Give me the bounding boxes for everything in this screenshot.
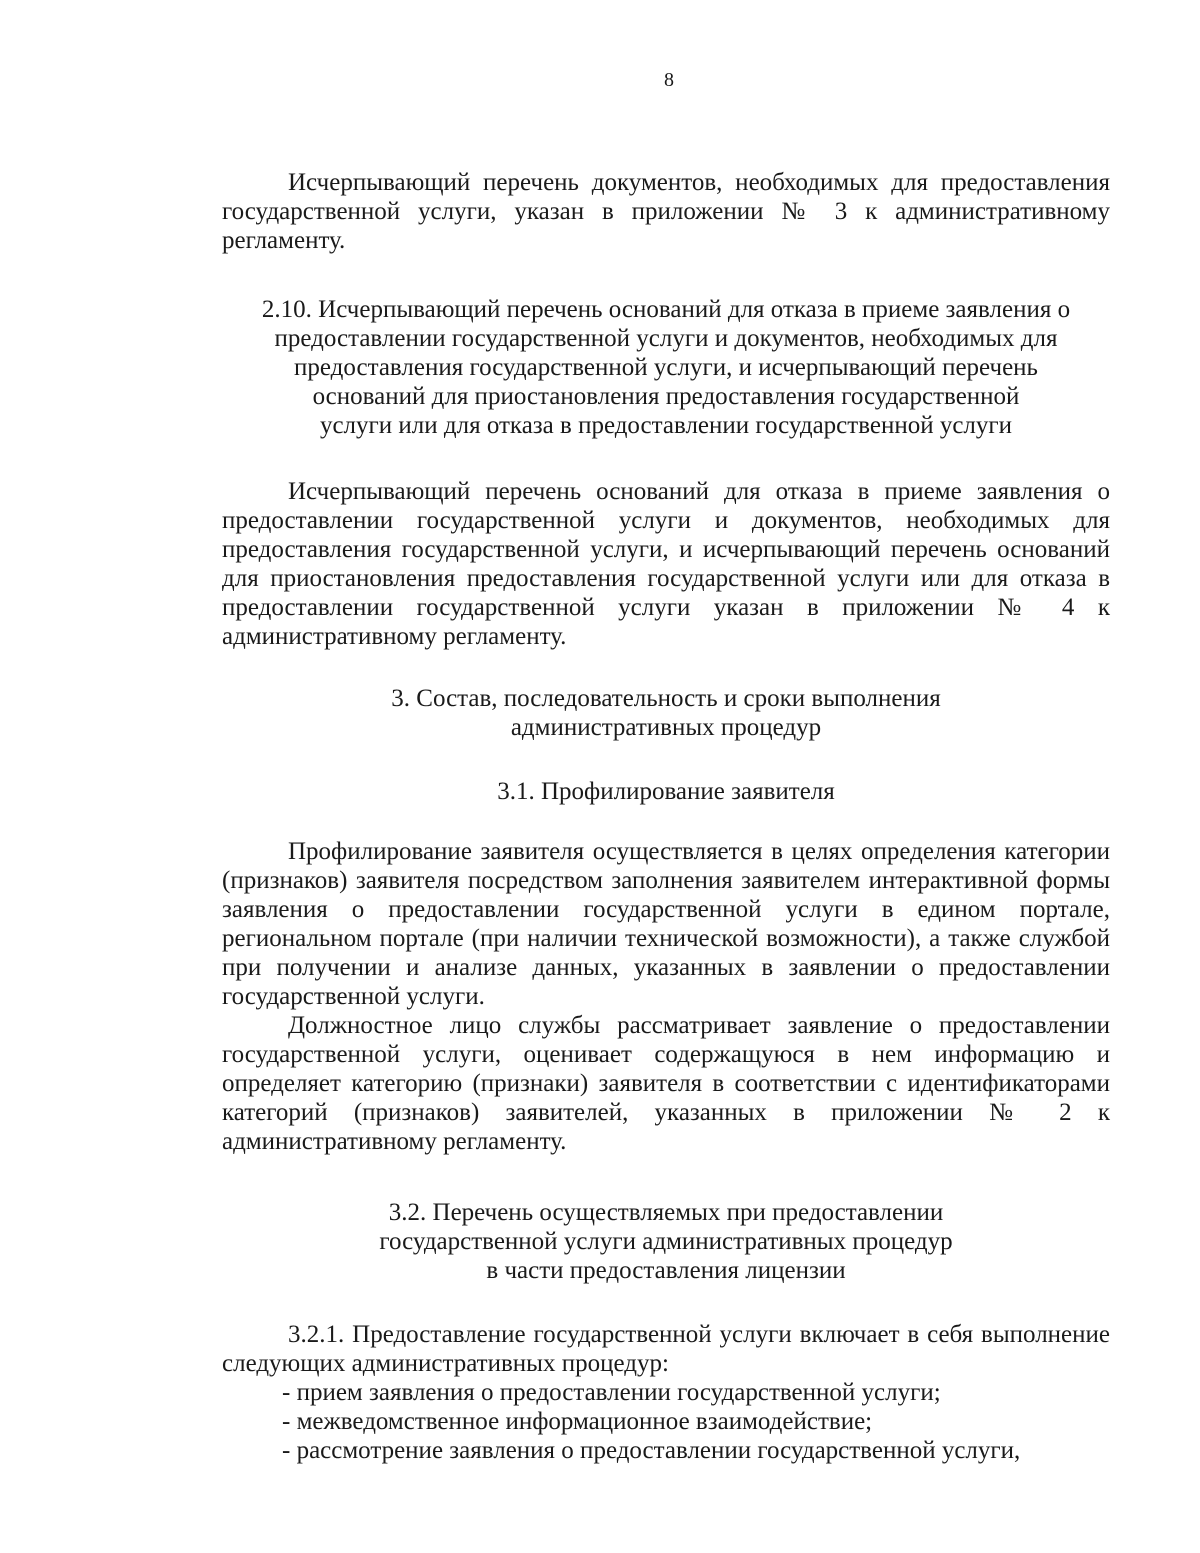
paragraph-text: Исчерпывающий перечень оснований для отказа в приеме заявления о предоставлении государственной услуги и документов, необходимых для предоставления государственной услуги, и исчерпывающий перечень оснований для приостановления предоставления государственной услуги или для отказа в предоставлении государственной услуги указан в приложении № 4 к административному регламенту. <box>222 478 1110 650</box>
procedures-list <box>222 1378 1110 1465</box>
section-heading-3-2 <box>222 1198 1110 1285</box>
section-heading-2-10 <box>222 295 1110 440</box>
list-item: - рассмотрение заявления о предоставлении государственной услуги, <box>282 1437 1021 1464</box>
heading-text: 3.1. Профилирование заявителя <box>497 778 835 805</box>
heading-line: предоставлении государственной услуги и документов, необходимых для <box>274 325 1058 352</box>
heading-line: услуги или для отказа в предоставлении государственной услуги <box>319 412 1013 439</box>
heading-line: государственной услуги административных процедур <box>379 1228 953 1255</box>
paragraph-text: Должностное лицо службы рассматривает заявление о предоставлении государственной услуги, оценивает содержащуюся в нем информацию и определяет категорию (признаки) заявителя в соответствии с идентификаторами категорий (признаков) заявителей, указанных в приложении № 2 к административному регламенту. <box>222 1012 1110 1155</box>
paragraph-profiling <box>222 837 1110 1156</box>
heading-line: 3.2. Перечень осуществляемых при предоставлении <box>388 1199 944 1226</box>
heading-line: административных процедур <box>510 714 822 741</box>
page-number: 8 <box>664 69 674 91</box>
list-item: - прием заявления о предоставлении государственной услуги; <box>282 1379 941 1406</box>
heading-text <box>222 295 1110 440</box>
heading-line: в части предоставления лицензии <box>486 1257 846 1284</box>
paragraph-text: Исчерпывающий перечень документов, необходимых для предоставления государственной услуги, указан в приложении № 3 к административному регламенту. <box>222 169 1110 254</box>
list-item: - межведомственное информационное взаимодействие; <box>282 1408 873 1435</box>
section-heading-3 <box>222 684 1110 742</box>
paragraph-documents-list <box>222 168 1110 255</box>
heading-line: оснований для приостановления предоставления государственной <box>312 383 1020 410</box>
heading-text <box>222 1198 1110 1285</box>
paragraph-refusal-grounds <box>222 477 1110 651</box>
heading-line: 3. Состав, последовательность и сроки выполнения <box>391 685 941 712</box>
heading-line: 2.10. Исчерпывающий перечень оснований для отказа в приеме заявления о <box>261 296 1071 323</box>
paragraph-procedures <box>222 1320 1110 1465</box>
heading-line: предоставления государственной услуги, и исчерпывающий перечень <box>294 354 1038 381</box>
heading-text <box>222 684 1110 742</box>
paragraph-text: 3.2.1. Предоставление государственной услуги включает в себя выполнение следующих административных процедур: <box>222 1321 1110 1377</box>
paragraph-text: Профилирование заявителя осуществляется в целях определения категории (признаков) заявителя посредством заполнения заявителем интерактивной формы заявления о предоставлении государственной услуги в едином портале, региональном портале (при наличии технической возможности), а также службой при получении и анализе данных, указанных в заявлении о предоставлении государственной услуги. <box>222 838 1110 1010</box>
section-heading-3-1 <box>222 777 1110 806</box>
